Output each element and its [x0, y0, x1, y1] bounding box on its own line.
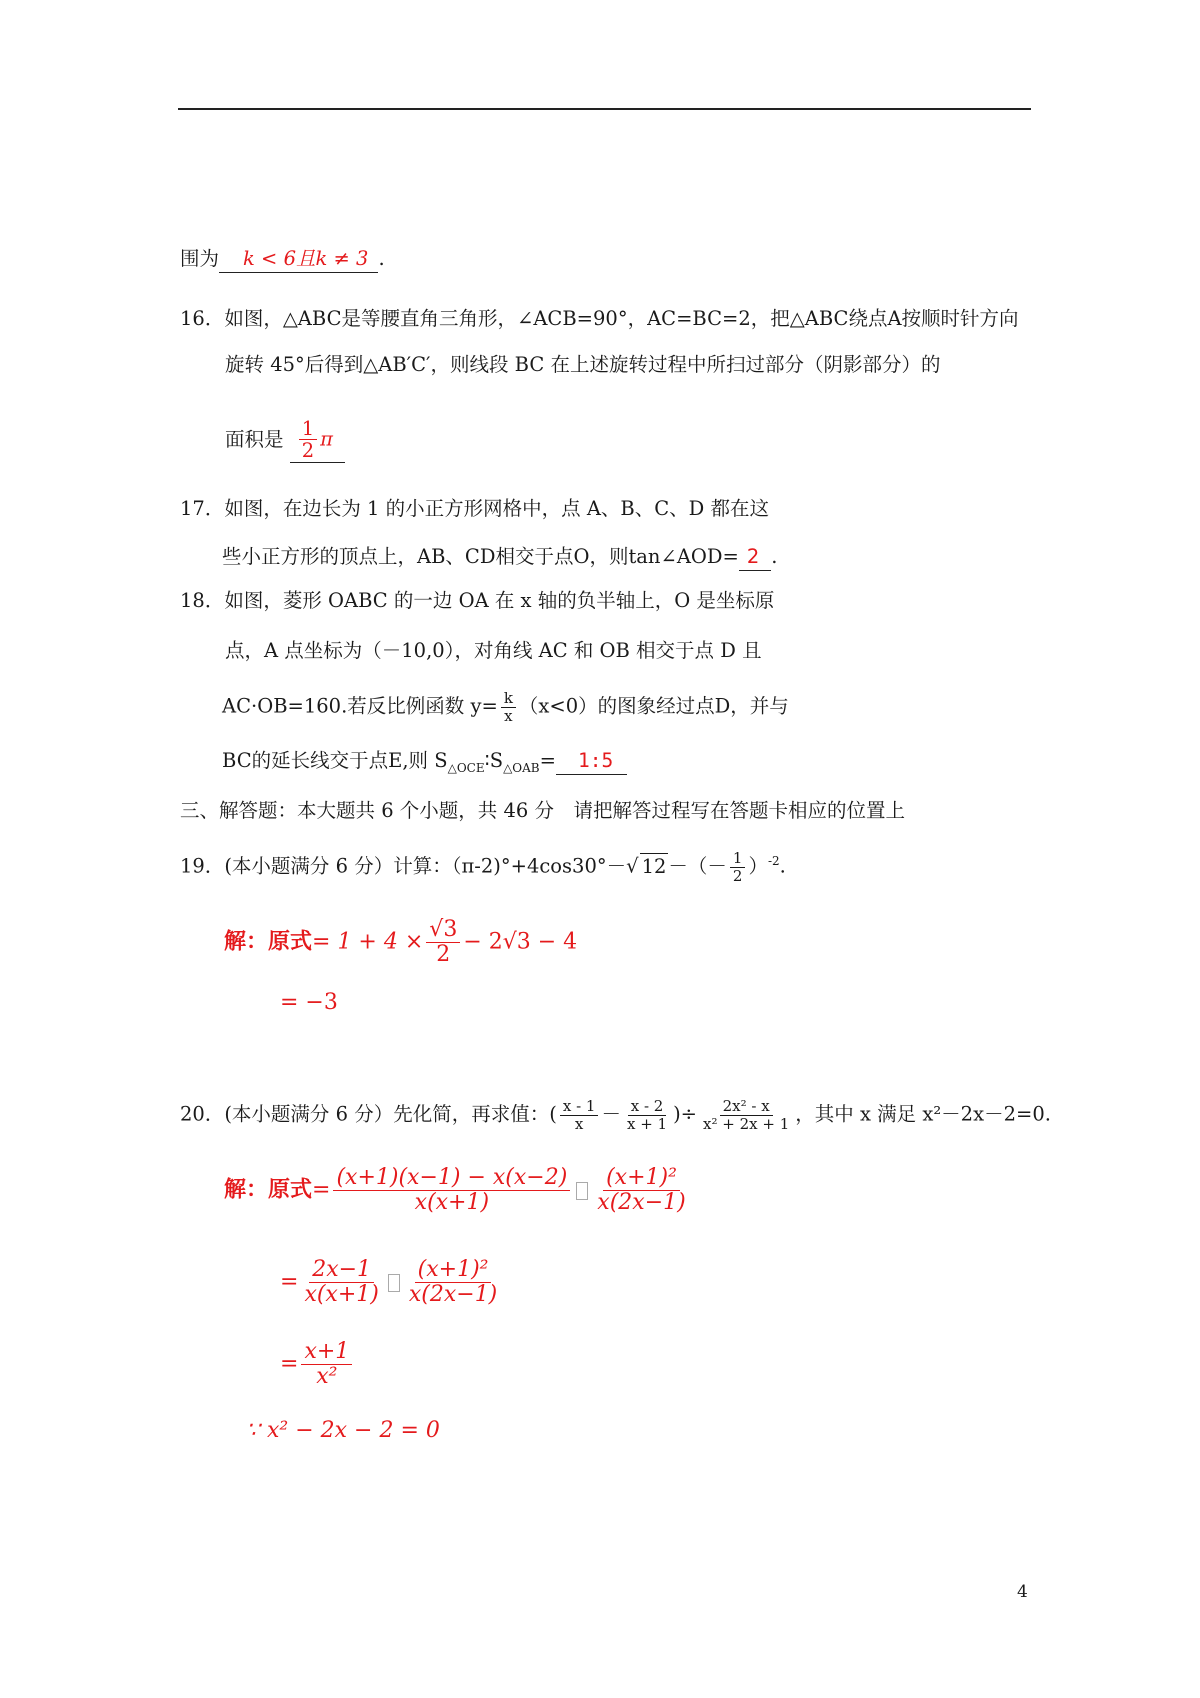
- q18-frac-num: k: [501, 690, 516, 708]
- missing-glyph-box: [576, 1182, 588, 1200]
- q20-f2-num: x - 2: [628, 1098, 667, 1116]
- q20-s3-num: x+1: [301, 1340, 352, 1365]
- q16-answer-den: 2: [301, 439, 315, 463]
- q19-line-a: 19．(本小题满分 6 分）计算：（π-2)°+4cos30°－: [180, 854, 627, 878]
- q18-line2: 点，A 点坐标为（－10,0），对角线 AC 和 OB 相交于点 D 且: [225, 639, 762, 662]
- q16-answer-pi: π: [320, 427, 333, 451]
- q18-line4-a: BC的延长线交于点E,则 S: [222, 749, 448, 772]
- q18-line3: [222, 690, 789, 724]
- q20-minus: －: [601, 1102, 621, 1126]
- q16-prefix: 面积是: [225, 427, 284, 451]
- q19-sol1-num: √3: [426, 918, 460, 943]
- q15-answer: k < 6且k ≠ 3: [219, 246, 378, 273]
- q18-line4-b: ∶S: [484, 749, 504, 772]
- q18-line4: [222, 748, 627, 781]
- q17-line2: [222, 544, 777, 571]
- q20-f3-num: 2x² - x: [720, 1098, 773, 1116]
- q19-sol1-b: − 2√3 − 4: [463, 929, 578, 955]
- q20-solution-2: = $\frac{2x-1}{x(x+1)}$ $\frac{\text{(x+1)²}}{x(2x-1)}$: [280, 1258, 503, 1307]
- q19-solution-1: [224, 918, 577, 967]
- q19-line-d: .: [779, 854, 786, 878]
- q19-exp: -2: [767, 854, 780, 868]
- q20-solution-4: ∵ x² − 2x − 2 = 0: [246, 1418, 440, 1443]
- q20-f2-den: x + 1: [626, 1114, 668, 1133]
- q17-suffix: .: [771, 545, 778, 568]
- section-3-heading: 三、解答题：本大题共 6 个小题，共 46 分 请把解答过程写在答题卡相应的位置上: [180, 799, 906, 822]
- q16-answer-num: 1: [299, 418, 317, 440]
- q20-s1-num2: (x+1)²: [603, 1166, 680, 1191]
- q17-answer: 2: [739, 544, 771, 571]
- q20-s1-den: x(x+1): [414, 1190, 490, 1216]
- q16-answer: [290, 418, 345, 463]
- q19-question: 19．(本小题满分 6 分）计算：（π-2)°+4cos30°－√ 12 －（－ $\frac{1}{2}$ ）$^{-2}$.: [180, 849, 786, 885]
- q18-sub2: △OAB: [503, 760, 540, 775]
- q20-s2-den2: x(2x−1): [408, 1282, 498, 1308]
- q20-solution-1: 解：原式= $\frac{(x+1)(x-1) - x(x-2)}{x(x+1)}$ $\frac{\text{(x+1)²}}{x(2x-1)}$: [224, 1166, 692, 1215]
- q20-s3-den: x²: [316, 1364, 338, 1390]
- q17-line1: 17．如图，在边长为 1 的小正方形网格中，点 A、B、C、D 都在这: [180, 497, 769, 520]
- q20-s1-den2: x(2x−1): [597, 1190, 686, 1216]
- q16-line1: 16．如图，△ABC是等腰直角三角形，∠ACB=90°，AC=BC=2，把△ABC绕点A按顺时针方向: [180, 307, 1019, 330]
- q20-f1-den: x: [574, 1114, 584, 1133]
- q20-s1-num: (x+1)(x−1) − x(x−2): [333, 1166, 570, 1191]
- q18-line3-a: AC·OB=160.若反比例函数 y=: [222, 694, 498, 718]
- q19-sol1-a: = 1 + 4 ×: [312, 929, 424, 955]
- q20-f3-den: x² + 2x + 1: [703, 1114, 790, 1133]
- q20-line-b: ，其中 x 满足 x²－2x－2=0.: [795, 1102, 1051, 1126]
- q18-line1: 18．如图，菱形 OABC 的一边 OA 在 x 轴的负半轴上，O 是坐标原: [180, 589, 775, 612]
- q16-line3: [225, 418, 345, 463]
- q18-answer: 1:5: [556, 748, 627, 775]
- q19-sol1-den: 2: [436, 942, 451, 968]
- q20-sol-label: 解：原式: [224, 1177, 313, 1203]
- q19-line-b: －（－: [668, 854, 727, 878]
- q20-s2-num: 2x−1: [309, 1258, 374, 1283]
- q18-frac-den: x: [504, 706, 513, 725]
- q17-prefix: 些小正方形的顶点上，AB、CD相交于点O，则tan∠AOD=: [222, 545, 739, 568]
- q19-frac-den: 2: [732, 866, 743, 885]
- q15-prefix: 围为: [180, 247, 220, 270]
- q20-s2-num2: (x+1)²: [415, 1258, 492, 1283]
- missing-glyph-box: [388, 1274, 400, 1292]
- q18-line4-c: =: [539, 749, 556, 772]
- q16-line2: 旋转 45°后得到△AB′C′，则线段 BC 在上述旋转过程中所扫过部分（阴影部分）的: [225, 353, 941, 376]
- header-rule: [178, 108, 1031, 110]
- q20-s2-den: x(x+1): [304, 1282, 379, 1308]
- q19-solution-2: = −3: [280, 990, 338, 1015]
- q18-sub1: △OCE: [447, 760, 485, 775]
- q19-line-c: ）: [748, 854, 768, 878]
- q19-frac-num: 1: [730, 850, 746, 868]
- q20-question: [180, 1098, 1051, 1132]
- q15-line: [180, 246, 385, 273]
- q20-div: )÷: [673, 1102, 698, 1126]
- q19-sqrt: 12: [641, 854, 667, 878]
- q19-sol-label: 解：原式: [224, 929, 313, 955]
- q20-line-a: 20．(本小题满分 6 分）先化简，再求值：(: [180, 1102, 557, 1126]
- page-number: 4: [1017, 1582, 1028, 1602]
- q15-suffix: .: [378, 247, 385, 270]
- q18-line3-b: （x<0）的图象经过点D，并与: [518, 694, 789, 718]
- q20-f1-num: x - 1: [560, 1098, 599, 1116]
- q20-solution-3: = $\frac{x+1}{\text{x²}}$: [280, 1340, 355, 1389]
